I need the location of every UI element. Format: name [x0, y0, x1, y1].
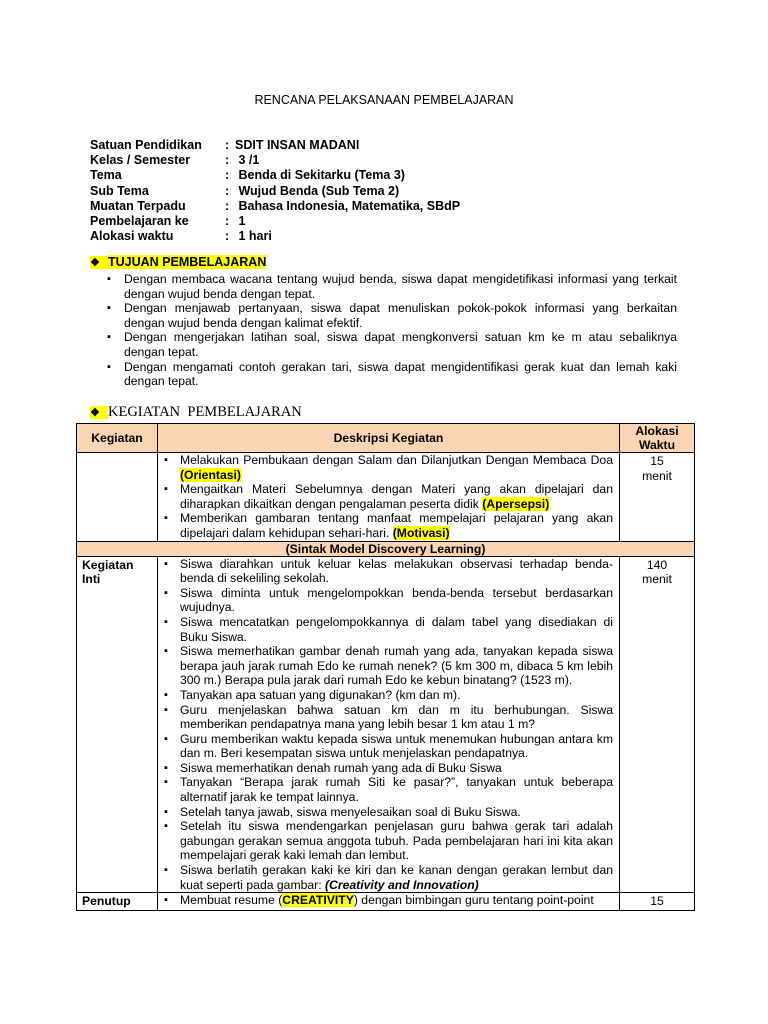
orientasi-tag: (Orientasi) [180, 467, 241, 482]
motivasi-tag: (Motivasi) [392, 525, 450, 540]
identity-label: Satuan Pendidikan [90, 138, 202, 152]
alokasi-cell: 15 [620, 893, 695, 911]
activity-item: ▪ Siswa berlatih gerakan kaki ke kiri dan ke kanan dengan gerakan lembut dan kuat seperti pada gambar: (Creativity and Innovation) [162, 863, 613, 892]
activity-item: ▪ Membuat resume (CREATIVITY) dengan bimbingan guru tentang point-point [162, 893, 613, 908]
identity-row [90, 229, 460, 244]
goal-item: ▪ Dengan mengerjakan latihan soal, siswa dapat mengkonversi satuan km ke m atau sebaliknya dengan tepat. [107, 330, 677, 359]
diamond-bullet-icon: ❖ [90, 406, 108, 419]
identity-label: Tema [90, 168, 122, 183]
table-row-pendahuluan [77, 453, 695, 542]
goals-heading-block [90, 255, 266, 269]
table-row-penutup [77, 893, 695, 911]
kegiatan-label: Penutup [77, 893, 158, 911]
col-deskripsi-header: Deskripsi Kegiatan [158, 424, 620, 453]
identity-colon: : [225, 229, 230, 244]
deskripsi-cell [158, 893, 620, 911]
identity-table [90, 138, 460, 244]
identity-colon: : [225, 183, 230, 198]
identity-value: Benda di Sekitarku (Tema 3) [235, 168, 405, 183]
activities-heading-block [90, 404, 302, 421]
diamond-bullet-icon: ❖ [90, 256, 108, 269]
identity-row [90, 214, 460, 229]
identity-value: Wujud Benda (Sub Tema 2) [235, 183, 400, 198]
identity-value: 3 /1 [235, 153, 260, 168]
activity-item: ▪ Melakukan Pembukaan dengan Salam dan Dilanjutkan Dengan Membaca Doa (Orientasi) [162, 453, 613, 482]
col-kegiatan-header: Kegiatan [77, 424, 158, 453]
activities-table [76, 423, 695, 911]
identity-label: Alokasi waktu [90, 229, 174, 244]
activity-item: ▪ Guru menjelaskan bahwa satuan km dan m itu berhubungan. Siswa memberikan pendapatnya mana yang lebih besar 1 km atau 1 m? [162, 703, 613, 732]
sintak-row [77, 541, 695, 556]
identity-row [90, 138, 460, 153]
identity-label: Kelas / Semester [90, 153, 191, 168]
identity-colon: : [225, 168, 230, 183]
goal-item: ▪ Dengan membaca wacana tentang wujud benda, siswa dapat mengidetifikasi informasi yang terkait dengan wujud benda dengan tepat. [107, 272, 677, 301]
table-row-inti [77, 556, 695, 893]
activity-item: ▪ Siswa diarahkan untuk keluar kelas melakukan observasi terhadap benda-benda di sekeliling sekolah. [162, 557, 613, 586]
identity-row [90, 184, 460, 199]
identity-label: Muatan Terpadu [90, 198, 186, 213]
kegiatan-label [77, 453, 158, 542]
creativity-tag: CREATIVITY [282, 893, 354, 908]
goals-heading: TUJUAN PEMBELAJARAN [108, 255, 267, 269]
activity-item: ▪ Tanyakan apa satuan yang digunakan? (km dan m). [162, 688, 613, 703]
activities-heading: KEGIATAN PEMBELAJARAN [108, 404, 302, 420]
identity-colon: : [225, 214, 230, 229]
activity-item: ▪ Tanyakan “Berapa jarak rumah Siti ke pasar?”, tanyakan untuk beberapa alternatif jarak ke tempat lainnya. [162, 775, 613, 804]
col-alokasi-header: Alokasi Waktu [620, 424, 695, 453]
goals-list [107, 272, 677, 389]
identity-value: Bahasa Indonesia, Matematika, SBdP [235, 198, 461, 213]
goal-item: ▪ Dengan mengamati contoh gerakan tari, siswa dapat mengidentifikasi gerak kuat dan lemah kaki dengan tepat. [107, 360, 677, 389]
kegiatan-label: Kegiatan Inti [77, 556, 158, 893]
deskripsi-cell [158, 453, 620, 542]
deskripsi-cell [158, 556, 620, 893]
activity-item: ▪ Siswa mencatatkan pengelompokkannya di dalam tabel yang disediakan di Buku Siswa. [162, 615, 613, 644]
page-title: RENCANA PELAKSANAAN PEMBELAJARAN [254, 93, 514, 107]
identity-row [90, 199, 460, 214]
identity-colon: : [225, 153, 230, 168]
identity-value: SDIT INSAN MADANI [235, 138, 360, 152]
apersepsi-tag: (Apersepsi) [482, 496, 550, 511]
activity-item: ▪ Siswa memerhatikan gambar denah rumah yang ada, tanyakan kepada siswa berapa jauh jarak rumah Edo ke rumah nenek? (5 km 300 m, dibaca 5 km lebih 300 m.) Berapa pula jarak dari rumah Edo ke kebun binatang? (1523 m). [162, 644, 613, 688]
activity-item: ▪ Mengaitkan Materi Sebelumnya dengan Materi yang akan dipelajari dan diharapkan dikaitkan dengan pengalaman peserta didik (Apersepsi) [162, 482, 613, 511]
activity-item: ▪ Siswa diminta untuk mengelompokkan benda-benda tersebut berdasarkan wujudnya. [162, 586, 613, 615]
identity-label: Pembelajaran ke [90, 214, 189, 229]
goal-item: ▪ Dengan menjawab pertanyaan, siswa dapat menuliskan pokok-pokok informasi yang berkaitan dengan wujud benda dengan kalimat efektif. [107, 301, 677, 330]
activity-item: ▪ Siswa memerhatikan denah rumah yang ada di Buku Siswa [162, 761, 613, 776]
creativity-innovation-tag: (Creativity and Innovation) [324, 877, 479, 892]
identity-value: 1 [235, 214, 246, 229]
alokasi-cell: 15 menit [620, 453, 695, 542]
activity-item: ▪ Setelah itu siswa mendengarkan penjelasan guru bahwa gerak tari adalah gabungan gerakan semua anggota tubuh. Pada pembelajaran hari ini kita akan mempelajari gerak kaki lemah dan lembut. [162, 819, 613, 863]
alokasi-cell: 140 menit [620, 556, 695, 893]
identity-row [90, 153, 460, 168]
identity-label: Sub Tema [90, 183, 149, 198]
identity-row [90, 168, 460, 183]
activity-item: ▪ Guru memberikan waktu kepada siswa untuk menemukan hubungan antara km dan m. Beri kesempatan siswa untuk menjelaskan pendapatnya. [162, 732, 613, 761]
activity-item: ▪ Setelah tanya jawab, siswa menyelesaikan soal di Buku Siswa. [162, 805, 613, 820]
sintak-label: (Sintak Model Discovery Learning) [77, 541, 695, 556]
identity-colon: : [225, 198, 230, 213]
identity-value: 1 hari [235, 229, 272, 244]
identity-colon: : [225, 138, 230, 152]
table-header-row [77, 424, 695, 453]
activity-item: ▪ Memberikan gambaran tentang manfaat mempelajari pelajaran yang akan dipelajari dalam kehidupan sehari-hari. (Motivasi) [162, 511, 613, 540]
